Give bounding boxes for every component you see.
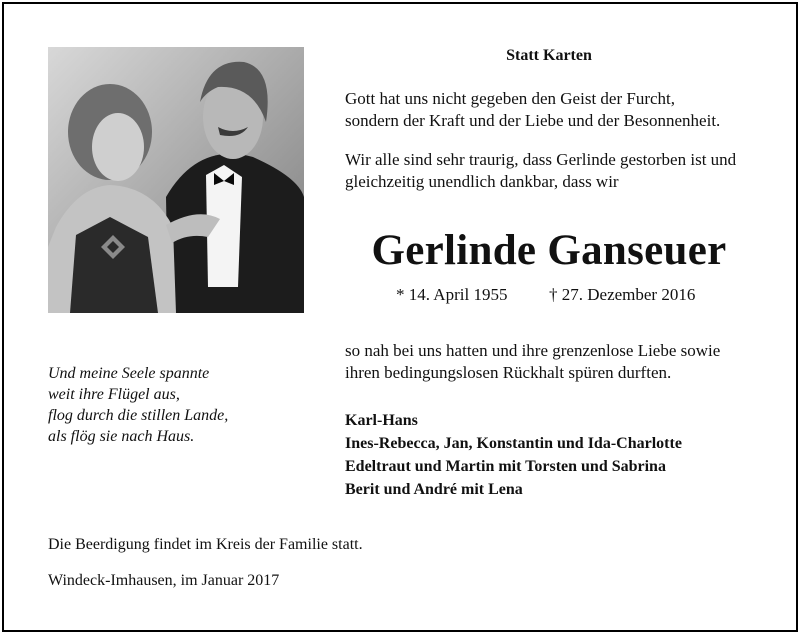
intro-text bbox=[345, 149, 736, 193]
couple-photo bbox=[48, 47, 304, 313]
family-mourners bbox=[345, 409, 682, 501]
poem-line: als flög sie nach Haus. bbox=[48, 428, 195, 445]
birth-date: * 14. April 1955 bbox=[396, 285, 508, 304]
poem-line: flog durch die stillen Lande, bbox=[48, 407, 229, 424]
obituary-notice bbox=[2, 2, 798, 632]
family-line: Edeltraut und Martin mit Torsten und Sabrina bbox=[345, 458, 666, 475]
continuation-text bbox=[345, 340, 720, 384]
header-statt-karten: Statt Karten bbox=[506, 47, 592, 64]
place-date: Windeck-Imhausen, im Januar 2017 bbox=[48, 572, 280, 589]
funeral-note: Die Beerdigung findet im Kreis der Familie statt. bbox=[48, 536, 363, 553]
family-line: Karl-Hans bbox=[345, 412, 418, 429]
continuation-line: ihren bedingungslosen Rückhalt spüren durften. bbox=[345, 363, 672, 382]
continuation-line: so nah bei uns hatten und ihre grenzenlose Liebe sowie bbox=[345, 341, 721, 360]
family-line: Ines-Rebecca, Jan, Konstantin und Ida-Charlotte bbox=[345, 435, 682, 452]
poem bbox=[48, 363, 228, 447]
death-date: † 27. Dezember 2016 bbox=[549, 285, 696, 304]
intro-line: gleichzeitig unendlich dankbar, dass wir bbox=[345, 172, 619, 191]
bible-quote bbox=[345, 88, 720, 132]
deceased-name: Gerlinde Ganseuer bbox=[371, 227, 727, 274]
family-line: Berit und André mit Lena bbox=[345, 481, 523, 498]
intro-line: Wir alle sind sehr traurig, dass Gerlinde gestorben ist und bbox=[345, 150, 737, 169]
poem-line: weit ihre Flügel aus, bbox=[48, 386, 180, 403]
quote-line: Gott hat uns nicht gegeben den Geist der Furcht, bbox=[345, 89, 676, 108]
poem-line: Und meine Seele spannte bbox=[48, 365, 210, 382]
quote-line: sondern der Kraft und der Liebe und der Besonnenheit. bbox=[345, 111, 721, 130]
